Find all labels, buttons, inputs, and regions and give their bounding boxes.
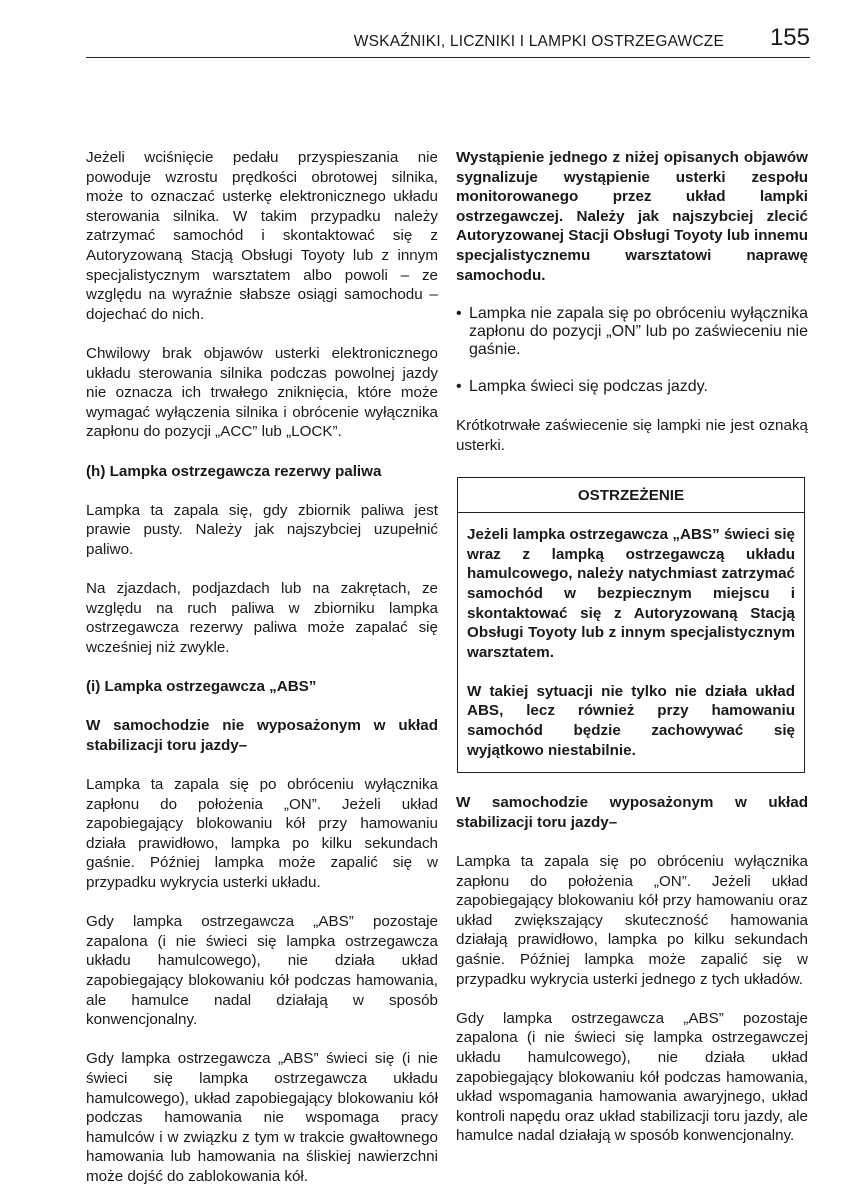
paragraph: Gdy lampka ostrzegawcza „ABS” pozostaje zapalona (i nie świeci się lampka ostrzegawczej układu hamulcowego), nie działa układ zapobiegający blokowaniu kół podczas hamowania, układ wspomagania hamowania awaryjnego, układ kontroli napędu oraz układ stabilizacji toru jazdy, ale hamulce nadal działają w sposób konwencjonalny. <box>456 1009 808 1145</box>
paragraph: Na zjazdach, podjazdach lub na zakrętach, ze względu na ruch paliwa w zbiorniku lampka ostrzegawcza rezerwy paliwa może zapalać się wcześniej niż zwykle. <box>86 580 438 656</box>
header-rule <box>86 57 810 58</box>
subheading: W samochodzie nie wyposażonym w układ stabilizacji toru jazdy– <box>86 717 438 754</box>
subheading: W samochodzie wyposażonym w układ stabilizacji toru jazdy– <box>456 794 808 831</box>
list-item <box>456 378 808 396</box>
page-header <box>86 24 810 58</box>
paragraph: Chwilowy brak objawów usterki elektronicznego układu sterowania silnika podczas powolnej jazdy nie oznacza ich trwałego zniknięcia, które może wymagać wyłączenia silnika i obrócenie wyłącznika zapłonu do pozycji „ACC” lub „LOCK”. <box>86 344 438 441</box>
section-heading-fuel: (h) Lampka ostrzegawcza rezerwy paliwa <box>86 462 382 480</box>
list-item <box>456 305 808 359</box>
list-item-text: Lampka nie zapala się po obróceniu wyłącznika zapłonu do pozycji „ON” lub po zaświeceniu nie gaśnie. <box>469 304 808 358</box>
warning-paragraph: Jeżeli lampka ostrzegawcza „ABS” świeci się wraz z lampką ostrzegawczą układu hamulcowego, należy natychmiast zatrzymać samochód w bezpiecznym miejscu i skontaktować się z Autoryzowaną Stacją Obsługi Toyoty lub z innym specjalistycznym warsztatem. <box>467 526 795 661</box>
page-number: 155 <box>769 24 810 51</box>
bullet-icon: • <box>456 304 462 322</box>
paragraph: Jeżeli wciśnięcie pedału przyspieszania nie powoduje wzrostu prędkości obrotowej silnika, może to oznaczać usterkę elektronicznego układu sterowania silnika. W takim przypadku należy zatrzymać samochód i skontaktować się z Autoryzowaną Stacją Obsługi Toyoty lub z innym specjalistycznym warsztatem albo powoli – ze względu na wyraźnie słabsze osiągi samochodu – dojechać do nich. <box>86 149 438 323</box>
warning-title: OSTRZEŻENIE <box>458 478 804 513</box>
left-column <box>86 148 438 1186</box>
intro-paragraph: Wystąpienie jednego z niżej opisanych objawów sygnalizuje wystąpienie usterki zespołu monitorowanego przez układ lampki ostrzegawczej. Należy jak najszybciej zlecić Autoryzowanej Stacji Obsługi Toyoty lub innemu specjalistycznemu warsztatowi naprawę samochodu. <box>456 149 808 284</box>
paragraph: Krótkotrwałe zaświecenie się lampki nie jest oznaką usterki. <box>456 416 808 454</box>
paragraph: Gdy lampka ostrzegawcza „ABS” świeci się (i nie świeci się lampka ostrzegawcza układu hamulcowego), układ zapobiegający blokowaniu kół podczas hamowania nie wspomaga pracy hamulców i w związku z tym w trakcie gwałtownego hamowania lub hamowania na śliskiej nawierzchni może dojść do zablokowania kół. <box>86 1050 438 1185</box>
running-title: WSKAŹNIKI, LICZNIKI I LAMPKI OSTRZEGAWCZE <box>353 33 724 50</box>
warning-body <box>458 513 804 772</box>
paragraph: Lampka ta zapala się, gdy zbiornik paliwa jest prawie pusty. Należy jak najszybciej uzupełnić paliwo. <box>86 501 438 558</box>
section-heading-abs: (i) Lampka ostrzegawcza „ABS” <box>86 678 317 696</box>
warning-box <box>457 477 805 773</box>
paragraph: Lampka ta zapala się po obróceniu wyłącznika zapłonu do położenia „ON”. Jeżeli układ zapobiegający blokowaniu kół przy hamowaniu oraz układ zwiększający skuteczność hamowania działają prawidłowo, lampka po kilku sekundach gaśnie. Później lampka może zapalić się w przypadku wykrycia usterki jednego z tych układów. <box>456 853 808 988</box>
bullet-icon: • <box>456 378 462 396</box>
paragraph: Gdy lampka ostrzegawcza „ABS” pozostaje zapalona (i nie świeci się lampka ostrzegawcza układu hamulcowego), nie działa układ zapobiegający blokowaniu kół podczas hamowania, ale hamulce nadal działają w sposób konwencjonalny. <box>86 913 438 1029</box>
list-item-text: Lampka świeci się podczas jazdy. <box>469 378 708 396</box>
warning-paragraph: W takiej sytuacji nie tylko nie działa układ ABS, lecz również przy hamowaniu samochód będzie zachowywać się wyjątkowo niestabilnie. <box>467 682 795 759</box>
paragraph: Lampka ta zapala się po obróceniu wyłącznika zapłonu do położenia „ON”. Jeżeli układ zapobiegający blokowaniu kół przy hamowaniu działa prawidłowo, lampka po kilku sekundach gaśnie. Później lampka może zapalić się w przypadku wykrycia usterki układu. <box>86 776 438 891</box>
right-column <box>456 148 808 1146</box>
